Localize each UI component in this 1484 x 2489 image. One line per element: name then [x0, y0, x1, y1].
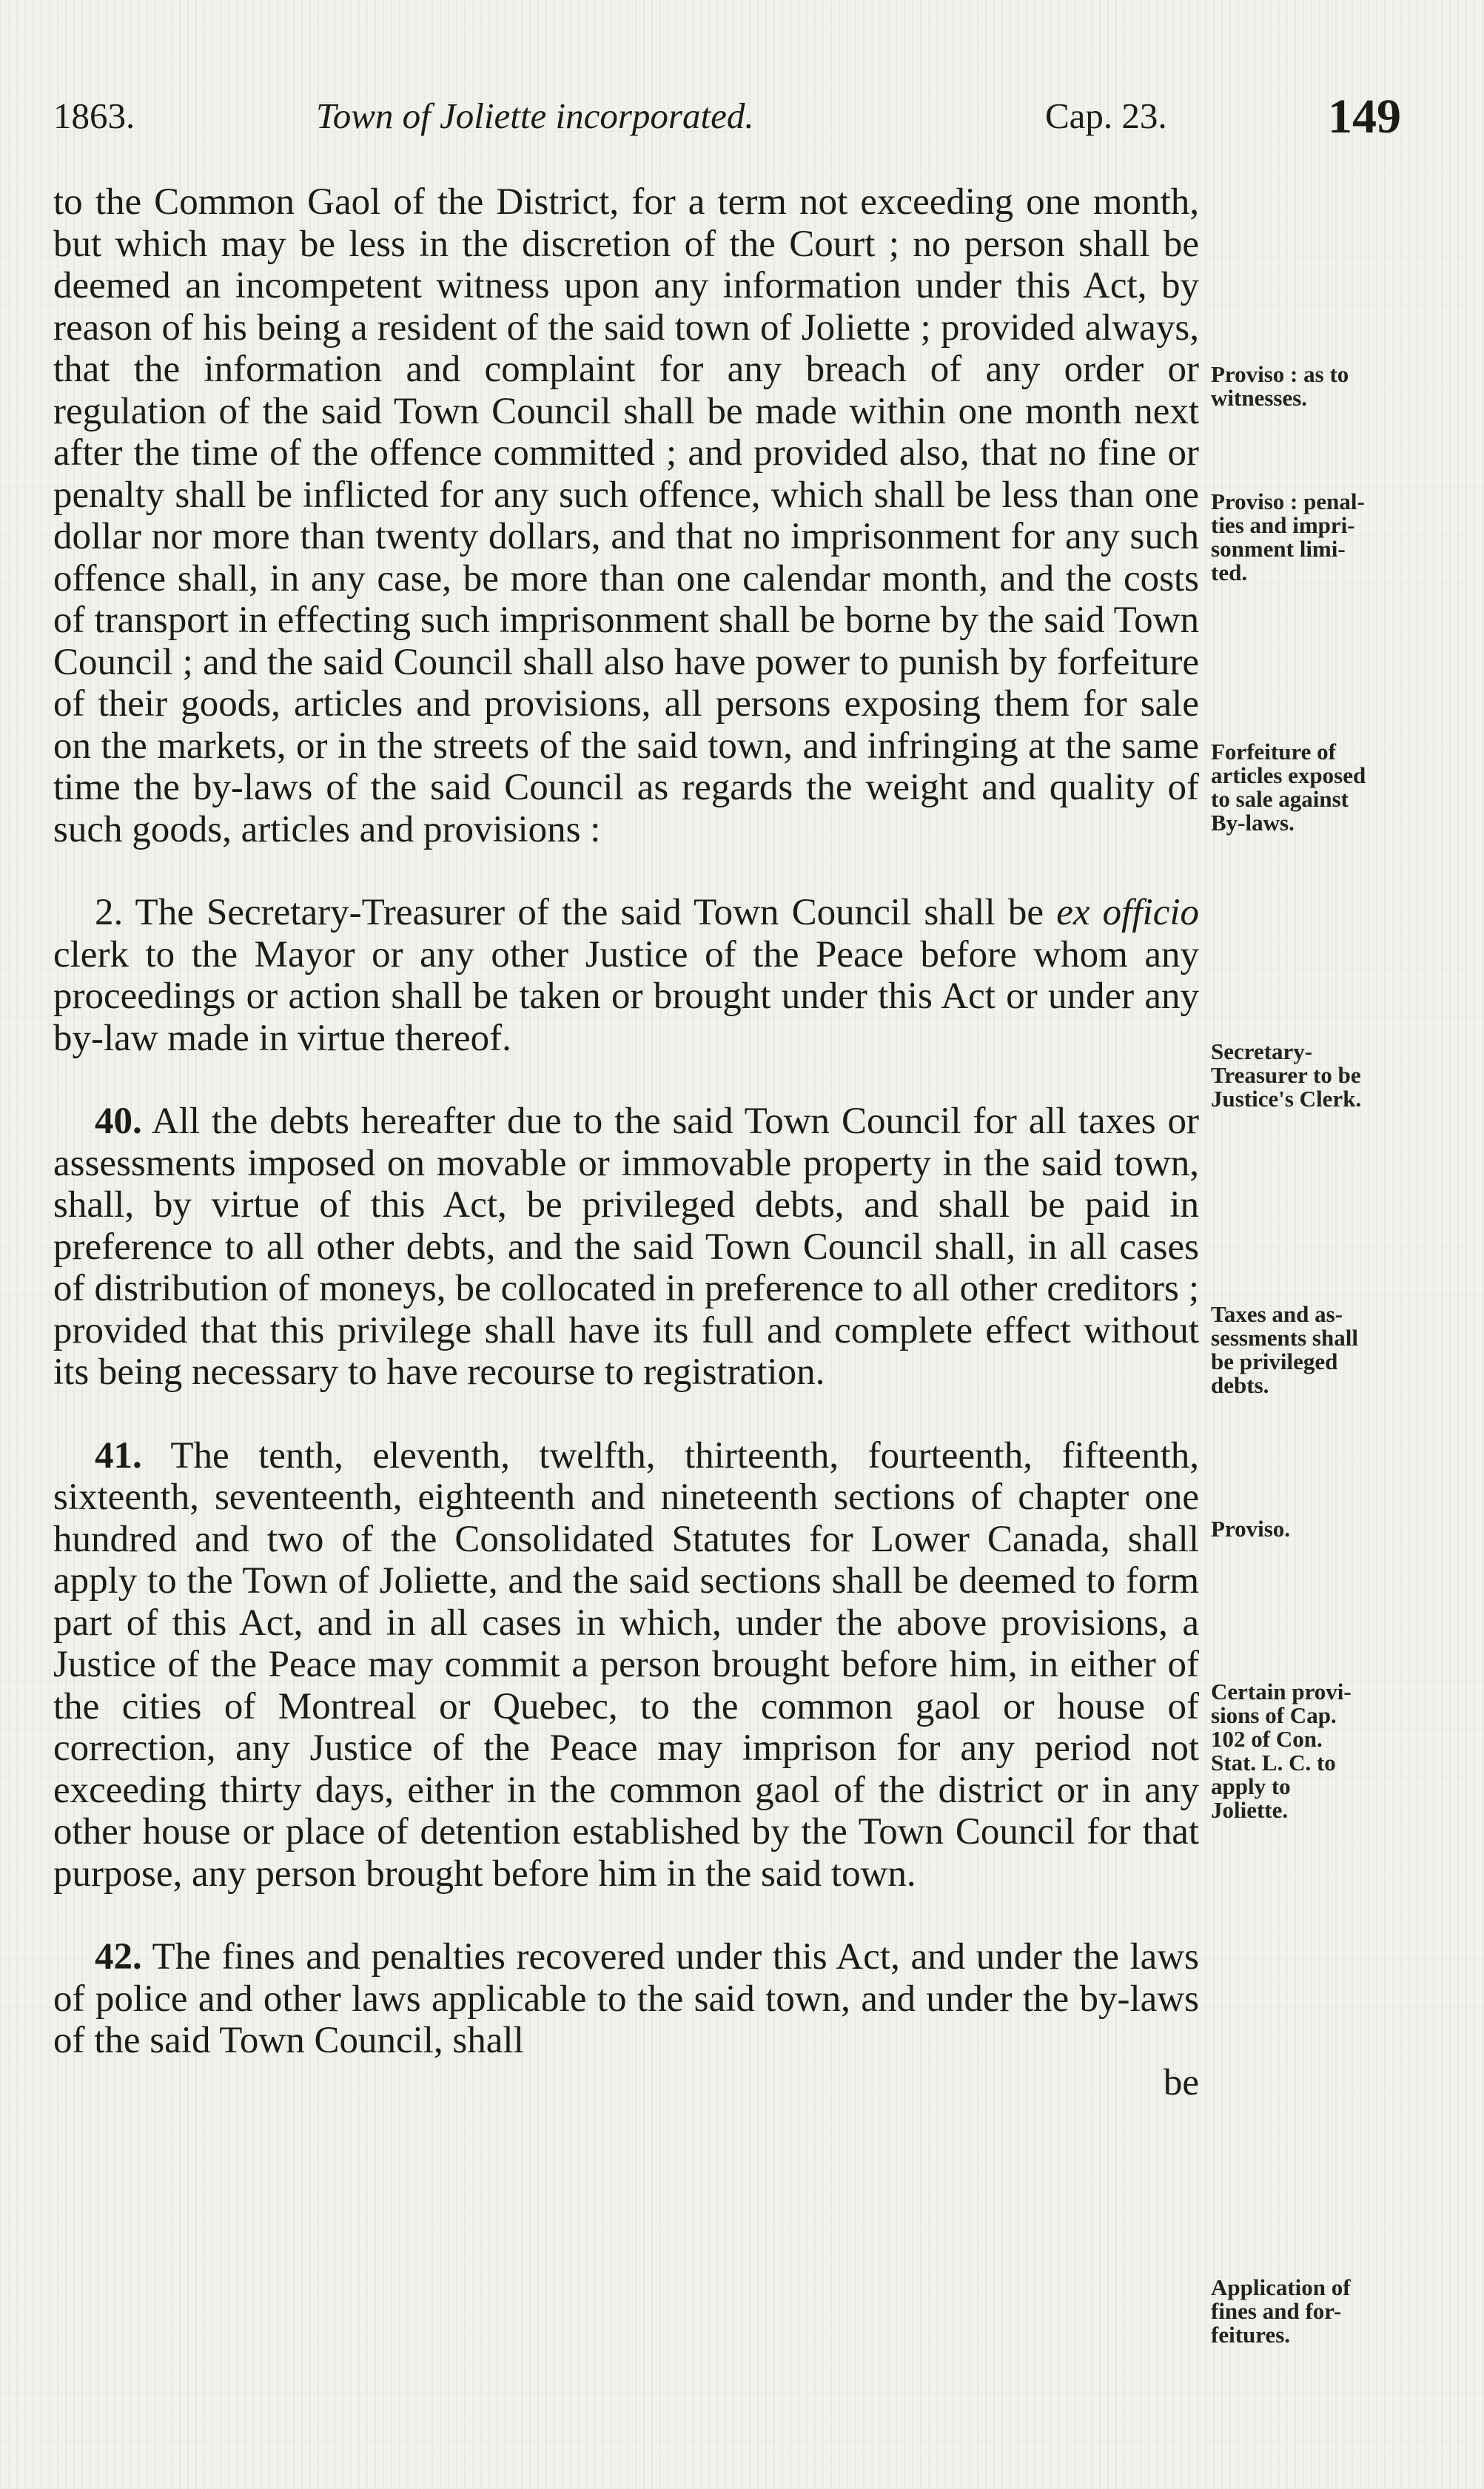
page-header	[53, 90, 1408, 154]
subsection-2-text-a: The Secretary-Treasurer of the said Town Council shall be	[135, 892, 1044, 933]
subsection-2-italic: ex officio	[1056, 892, 1199, 933]
catchword: be	[1163, 2061, 1199, 2103]
subsection-2-number: 2.	[95, 892, 124, 933]
margin-note-proviso: Proviso.	[1211, 1516, 1291, 1542]
margin-note-provisions: Certain provi- sions of Cap. 102 of Con. Stat. L. C. to apply to Joliette.	[1211, 1679, 1352, 1823]
margin-note-witnesses: Proviso : as to witnesses.	[1211, 361, 1349, 411]
margin-note-fines: Application of fines and for- feitures.	[1211, 2274, 1351, 2348]
subsection-2	[53, 892, 1199, 1059]
chapter-number: Cap. 23.	[1045, 95, 1167, 136]
section-41-text: The tenth, eleventh, twelfth, thirteenth, fourteenth, fifteenth, sixteenth, seventeenth, eighteenth and nineteenth sections of chapter one hundred and two of the Consolidated Statutes for Lower Canada, shall apply to the Town of Joliette, and the said sections shall be deemed to form part of this Act, and in all cases in which, under the above provisions, a Justice of the Peace may commit a person brought before him, in either of the cities of Montreal or Quebec, to the common gaol or house of correction, any Justice of the Peace may imprison for any period not exceeding thirty days, either in the common gaol of the district or in any other house or place of detention established by the Town Council for that purpose, any person brought before him in the said town.	[53, 1434, 1199, 1895]
header-year: 1863.	[53, 95, 135, 136]
margin-note-secretary: Secretary- Treasurer to be Justice's Clerk.	[1211, 1038, 1362, 1112]
section-42	[53, 1936, 1199, 2062]
section-40-number: 40.	[95, 1101, 142, 1142]
section-42-number: 42.	[95, 1936, 142, 1978]
section-41-number: 41.	[95, 1434, 142, 1477]
section-42-text: The fines and penalties recovered under this Act, and under the laws of police and other laws applicable to the said town, and under the by-laws of the said Town Council, shall	[53, 1936, 1199, 2061]
margin-note-taxes: Taxes and as- sessments shall be privileged debts.	[1211, 1301, 1358, 1398]
margin-note-forfeiture: Forfeiture of articles exposed to sale against By-laws.	[1211, 739, 1366, 836]
section-41	[53, 1435, 1199, 1895]
margin-note-penalties: Proviso : penal- ties and impri- sonment limi- ted.	[1211, 488, 1365, 585]
page-number: 149	[1328, 90, 1401, 144]
subsection-2-text-b: clerk to the Mayor or any other Justice of the Peace before whom any proceedings or action shall be taken or brought under this Act or under any by-law made in virtue thereof.	[53, 933, 1199, 1059]
running-title: Town of Joliette incorporated.	[316, 95, 754, 136]
section-40	[53, 1101, 1199, 1394]
paragraph-continuation: to the Common Gaol of the District, for a term not exceeding one month, but which may be less in the discretion of the Court ; no person shall be deemed an incompetent witness upon any information under this Act, by reason of his being a resident of the said town of Joliette ; provided always, that the information and complaint for any breach of any order or regulation of the said Town Council shall be made within one month next after the time of the offence committed ; and provided also, that no fine or penalty shall be inflicted for any such offence, which shall be less than one dollar nor more than twenty dollars, and that no imprisonment for any such offence shall, in any case, be more than one calendar month, and the costs of transport in effecting such imprisonment shall be borne by the said Town Council ; and the said Council shall also have power to punish by forfeiture of their goods, articles and provisions, all persons exposing them for sale on the markets, or in the streets of the said town, and infringing at the same time the by-laws of the said Council as regards the weight and quality of such goods, articles and provisions :	[53, 181, 1199, 850]
section-40-text: All the debts hereafter due to the said Town Council for all taxes or assessments imposed on movable or immovable property in the said town, shall, by virtue of this Act, be privileged debts, and shall be paid in preference to all other debts, and the said Town Council shall, in all cases of distribution of moneys, be collocated in preference to all other creditors ; provided that this privilege shall have its full and complete effect without its being necessary to have recourse to registration.	[53, 1101, 1200, 1393]
main-text	[53, 181, 1199, 2103]
